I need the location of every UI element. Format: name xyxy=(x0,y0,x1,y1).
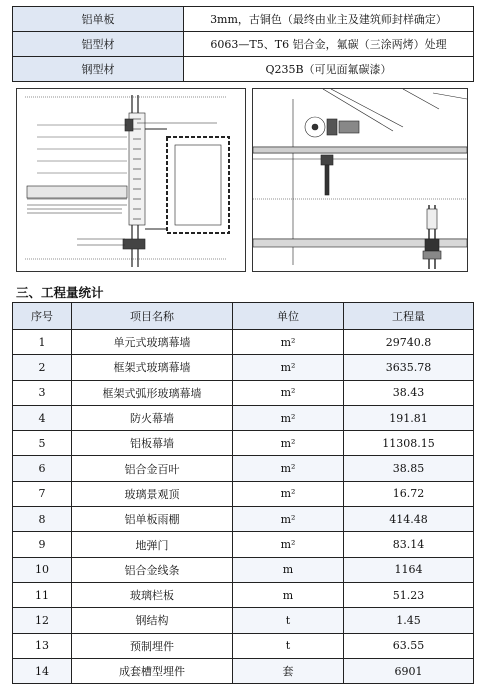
material-row xyxy=(13,7,474,32)
cad-detail-right xyxy=(253,89,467,271)
material-name: 铝单板 xyxy=(13,7,184,32)
row-number: 2 xyxy=(13,355,72,380)
item-unit: m² xyxy=(233,456,344,481)
item-unit: m² xyxy=(233,507,344,532)
item-quantity: 414.48 xyxy=(344,507,474,532)
material-spec: 3mm，古铜色（最终由业主及建筑师封样确定） xyxy=(184,7,474,32)
row-number: 10 xyxy=(13,557,72,582)
item-name: 单元式玻璃幕墙 xyxy=(72,330,233,355)
table-row xyxy=(13,532,474,557)
item-unit: t xyxy=(233,608,344,633)
cad-detail-left xyxy=(17,89,245,271)
header-unit: 单位 xyxy=(233,303,344,330)
item-name: 玻璃栏板 xyxy=(72,582,233,607)
table-row xyxy=(13,355,474,380)
item-name: 地弹门 xyxy=(72,532,233,557)
table-row xyxy=(13,633,474,658)
row-number: 9 xyxy=(13,532,72,557)
row-number: 4 xyxy=(13,405,72,430)
item-name: 铝合金线条 xyxy=(72,557,233,582)
item-quantity: 11308.15 xyxy=(344,431,474,456)
table-row xyxy=(13,582,474,607)
item-unit: m² xyxy=(233,405,344,430)
table-row xyxy=(13,557,474,582)
row-number: 13 xyxy=(13,633,72,658)
item-unit: m xyxy=(233,557,344,582)
section-drawing-right xyxy=(252,88,468,272)
table-row xyxy=(13,431,474,456)
table-row xyxy=(13,658,474,683)
material-name: 钢型材 xyxy=(13,57,184,82)
table-row xyxy=(13,380,474,405)
material-name: 铝型材 xyxy=(13,32,184,57)
row-number: 14 xyxy=(13,658,72,683)
item-name: 成套槽型埋件 xyxy=(72,658,233,683)
item-name: 预制埋件 xyxy=(72,633,233,658)
row-number: 7 xyxy=(13,481,72,506)
header-name: 项目名称 xyxy=(72,303,233,330)
table-row xyxy=(13,481,474,506)
item-unit: t xyxy=(233,633,344,658)
row-number: 3 xyxy=(13,380,72,405)
item-unit: m² xyxy=(233,330,344,355)
table-row xyxy=(13,507,474,532)
row-number: 1 xyxy=(13,330,72,355)
item-name: 框架式玻璃幕墙 xyxy=(72,355,233,380)
row-number: 11 xyxy=(13,582,72,607)
table-row xyxy=(13,330,474,355)
row-number: 12 xyxy=(13,608,72,633)
table-row xyxy=(13,456,474,481)
row-number: 5 xyxy=(13,431,72,456)
section-heading: 三、工程量统计 xyxy=(16,285,104,300)
item-quantity: 1.45 xyxy=(344,608,474,633)
item-unit: m² xyxy=(233,355,344,380)
item-quantity: 3635.78 xyxy=(344,355,474,380)
material-row xyxy=(13,57,474,82)
item-quantity: 6901 xyxy=(344,658,474,683)
item-name: 框架式弧形玻璃幕墙 xyxy=(72,380,233,405)
item-quantity: 29740.8 xyxy=(344,330,474,355)
item-quantity: 38.43 xyxy=(344,380,474,405)
table-row xyxy=(13,608,474,633)
item-name: 钢结构 xyxy=(72,608,233,633)
item-quantity: 38.85 xyxy=(344,456,474,481)
table-header-row xyxy=(13,303,474,330)
material-spec: Q235B（可见面氟碳漆） xyxy=(184,57,474,82)
item-unit: 套 xyxy=(233,658,344,683)
header-quantity: 工程量 xyxy=(344,303,474,330)
item-name: 玻璃景观顶 xyxy=(72,481,233,506)
item-quantity: 191.81 xyxy=(344,405,474,430)
quantity-table xyxy=(12,302,474,684)
material-row xyxy=(13,32,474,57)
item-unit: m² xyxy=(233,431,344,456)
item-unit: m² xyxy=(233,532,344,557)
item-name: 铝板幕墙 xyxy=(72,431,233,456)
section-drawing-left xyxy=(16,88,246,272)
item-quantity: 51.23 xyxy=(344,582,474,607)
item-unit: m xyxy=(233,582,344,607)
item-quantity: 83.14 xyxy=(344,532,474,557)
item-quantity: 16.72 xyxy=(344,481,474,506)
row-number: 8 xyxy=(13,507,72,532)
item-name: 铝合金百叶 xyxy=(72,456,233,481)
item-unit: m² xyxy=(233,481,344,506)
row-number: 6 xyxy=(13,456,72,481)
item-unit: m² xyxy=(233,380,344,405)
item-name: 铝单板雨棚 xyxy=(72,507,233,532)
header-no: 序号 xyxy=(13,303,72,330)
item-name: 防火幕墙 xyxy=(72,405,233,430)
item-quantity: 63.55 xyxy=(344,633,474,658)
table-row xyxy=(13,405,474,430)
item-quantity: 1164 xyxy=(344,557,474,582)
material-spec: 6063—T5、T6 铝合金，氟碳（三涂两烤）处理 xyxy=(184,32,474,57)
materials-table xyxy=(12,6,474,82)
